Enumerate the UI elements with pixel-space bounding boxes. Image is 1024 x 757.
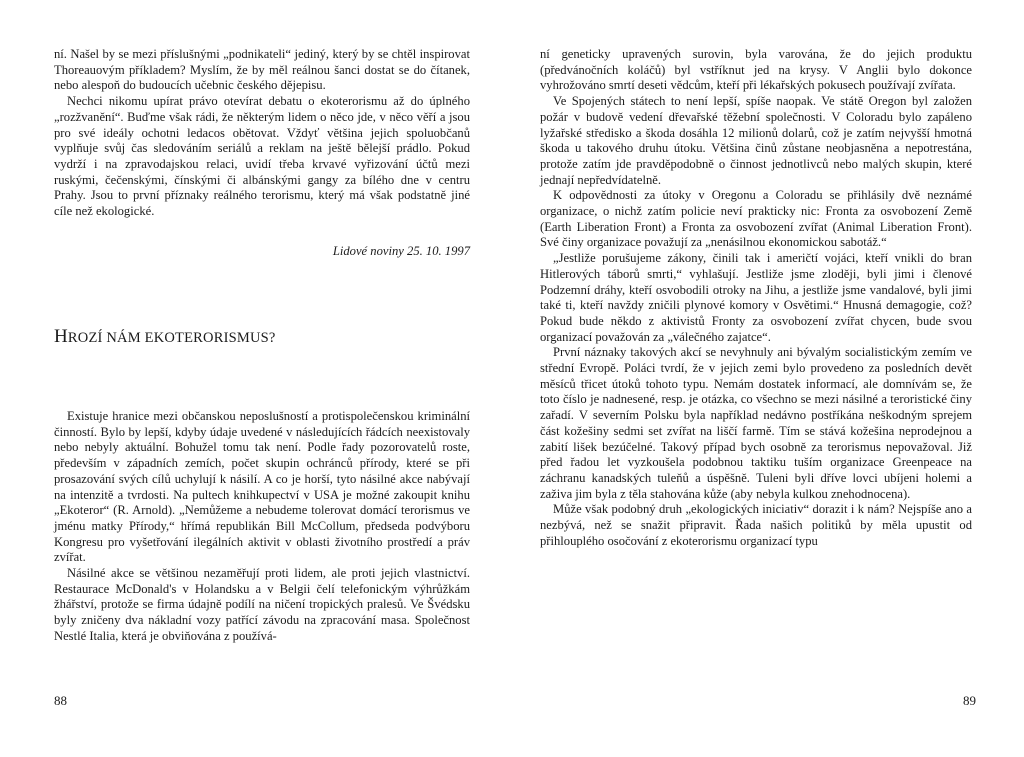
paragraph: Nechci nikomu upírat právo otevírat debatu o ekoterorismu až do úplného „rozžvanění“. Buďme však rádi, že některým lidem o něco jde, v něco věří a jsou pro své ideály ochotni ledacos obětovat. Vždyť většina jejich spoluobčanů vyplňuje svůj čas sledováním seriálů a reklam na ještě bělejší prádlo. Pokud vydrží i na zpravodajskou relaci, uvidí třeba krvavé vyřizování účtů mezi ruskými, čečenskými, čínskými či albánskými gangy za bílého dne v centru Prahy. Jsou to první příznaky reálného terorismu, který má však podstatně jiné cíle než ekologické. <box>54 94 470 219</box>
paragraph: ní geneticky upravených surovin, byla varována, že do jejich produktu (předvánočních koláčů) byl vstříknut jed na krysy. V Anglii bylo dokonce vyhrožováno smrtí deseti vědcům, kteří při lékařských pokusech používají zvířata. <box>540 47 972 93</box>
chapter-heading <box>54 326 276 347</box>
paragraph: První náznaky takových akcí se nevyhnuly ani bývalým socialistickým zemím ve střední Evropě. Poláci tvrdí, že v jejich zemi bylo provedeno za posledních devět měsíců třicet útoků tohoto typu. Nemám dostatek informací, ale domnívám se, že toto číslo je nadnesené, resp. je otázka, co všechno se mezi násilné a teroristické činy zařadí. V severním Polsku byla například nedávno postříkána neškodným sprejem část kožešiny sedmi set zvířat na liščí farmě. Tím se stává kožešina neprodejnou a zabití lišek bezúčelné. Takový případ bych osobně za terorismus nepovažoval. Již před řadou let vyzkoušela podobnou taktiku tuším organizace Greenpeace na záchranu kanadských tuleňů a úspěšně. Tuleni byli dříve lovci ubíjeni holemi a zaživa jim byla z těla stahována kůže (aby nebyla kulkou znehodnocena). <box>540 345 972 501</box>
paragraph: Může však podobný druh „ekologických iniciativ“ dorazit i k nám? Nejspíše ano a nezbývá, než se snažit připravit. Řada našich politiků by měla upustit od přihlouplého osočování z ekoterorismu organizací typu <box>540 502 972 548</box>
source-citation: Lidové noviny 25. 10. 1997 <box>332 243 470 258</box>
right-page <box>512 0 1024 757</box>
paragraph: Násilné akce se většinou nezaměřují proti lidem, ale proti jejich vlastnictví. Restaurace McDonald's v Holandsku a v Belgii čelí telefonickým výhrůžkám žhářství, protože se firma údajně podílí na ničení tropických pralesů. Ve Švédsku byly zničeny dva nákladní vozy patřící závodu na zpracování masa. Společnost Nestlé Italia, která je obviňována z používá- <box>54 566 470 643</box>
left-top-text <box>54 47 470 259</box>
paragraph: K odpovědnosti za útoky v Oregonu a Coloradu se přihlásily dvě neznámé organizace, o nichž zatím policie neví prakticky nic: Fronta za osvobození Země (Earth Liberation Front) a Fronta za osvobození zvířat (Animal Liberation Front). Své činy organizace považují za „nenásilnou ekonomickou sabotáž.“ <box>540 188 972 250</box>
paragraph: „Jestliže porušujeme zákony, činili tak i američtí vojáci, kteří vnikli do bran Hitlerových táborů smrti,“ vyhlašují. Jestliže jsme zloději, byli jimi i členové Podzemní dráhy, kteří osvobodili otroky na Jihu, a jestliže jsme vandalové, byli jimi také ti, kteří navždy zničili plynové komory v Osvětimi.“ Hnusná demagogie, což? Pokud bude někdo z aktivistů Fronty za osvobození zvířat chycen, bude svou organizací považován za „válečného zajatce“. <box>540 251 972 344</box>
paragraph: ní. Našel by se mezi příslušnými „podnikateli“ jediný, který by se chtěl inspirovat Thoreauovým příkladem? Myslím, že by měl reálnou šanci dostat se do čítanek, nebo alespoň do budoucích učebnic českého dějepisu. <box>54 47 470 93</box>
page-number: 88 <box>54 693 67 708</box>
right-text <box>540 47 972 550</box>
paragraph: Existuje hranice mezi občanskou neposlušností a protispolečenskou kriminální činností. Bylo by lepší, kdyby údaje uvedené v následujících řádcích neexistovaly nebo nebyly aktuální. Bohužel tomu tak není. Podle řady pozorovatelů roste, především v západních zemích, počet skupin ochránců přírody, které se při prosazování svých cílů uchylují k násilí. A co je horší, tyto násilné akce nabývají na intenzitě a tvrdosti. Na pultech knihkupectví v USA je možné zakoupit knihu „Ekoteror“ (R. Arnold). „Nemůžeme a nebudeme tolerovat domácí terorismus ve jménu matky Přírody,“ hřímá republikán Bill McCollum, předseda podvýboru Kongresu pro vyšetřování ilegálních aktivit v oblasti životního prostředí a práv zvířat. <box>54 409 470 565</box>
heading-rest: ROZÍ NÁM EKOTERORISMUS? <box>67 330 276 346</box>
left-body-text <box>54 409 470 645</box>
page-number: 89 <box>963 693 976 708</box>
heading-initial: H <box>54 326 68 347</box>
paragraph: Ve Spojených státech to není lepší, spíše naopak. Ve státě Oregon byl založen požár v budově vedení dřevařské těžební společnosti. V Coloradu bylo zapáleno lyžařské středisko a škoda dosáhla 12 milionů dolarů, což je zatím nejvyšší hmotná škoda u takového druhu útoku. Většina činů zůstane neobjasněna a nepotrestána, protože zatím jde pravděpodobně o činnost jednotlivců nebo malých skupin, které jednají nepředvídatelně. <box>540 94 972 187</box>
